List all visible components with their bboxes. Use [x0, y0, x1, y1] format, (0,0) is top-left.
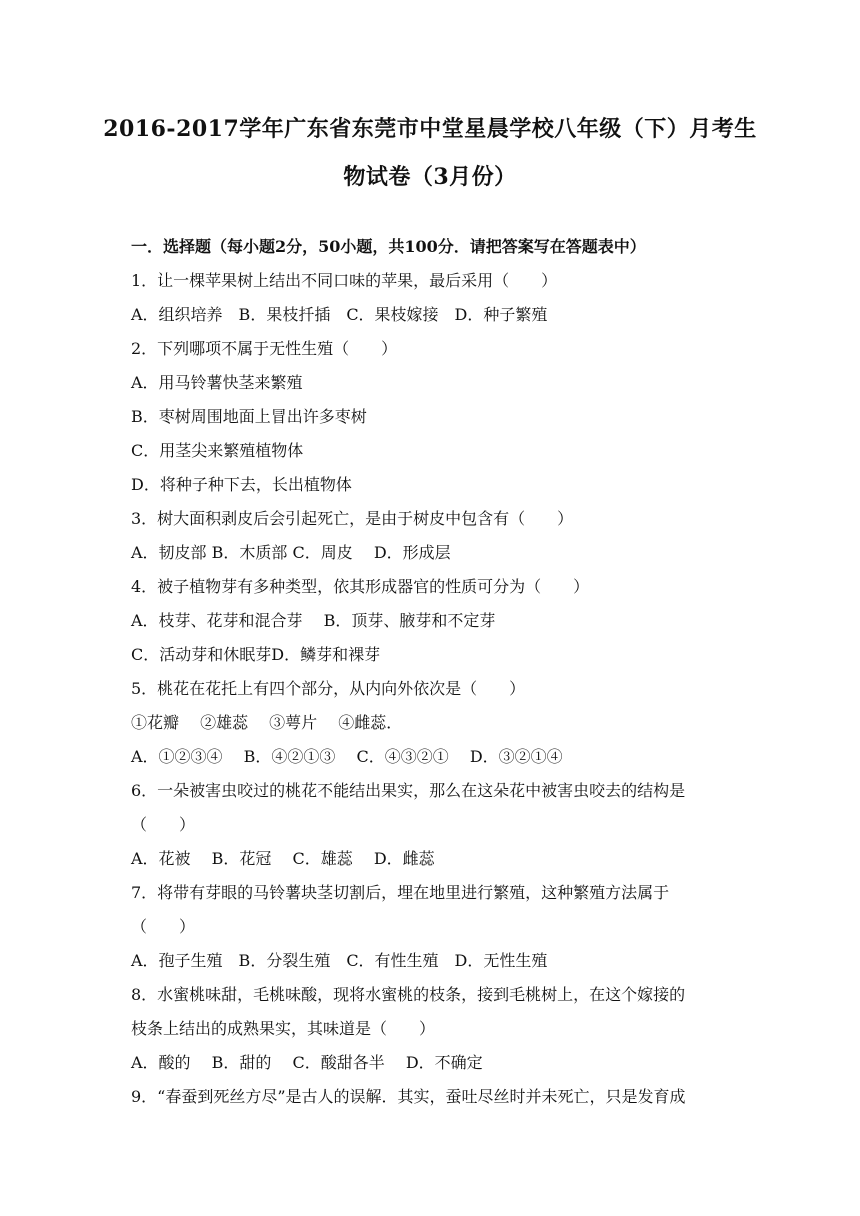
option-line: A．用马铃薯快茎来繁殖 [131, 373, 303, 392]
option-line: D．将种子种下去，长出植物体 [131, 475, 352, 494]
option-line: A．韧皮部 B．木质部 C．周皮 D．形成层 [131, 543, 451, 562]
option-line: A．①②③④ B．④②①③ C．④③②① D．③②①④ [131, 747, 563, 766]
question-line: 2．下列哪项不属于无性生殖（ ） [131, 339, 398, 358]
question-line: （ ） [131, 917, 196, 936]
option-line: B．枣树周围地面上冒出许多枣树 [131, 407, 367, 426]
option-line: A．孢子生殖 B．分裂生殖 C．有性生殖 D．无性生殖 [131, 951, 548, 970]
question-line: 1．让一棵苹果树上结出不同口味的苹果，最后采用（ ） [131, 271, 558, 290]
question-line: 3．树大面积剥皮后会引起死亡，是由于树皮中包含有（ ） [131, 509, 574, 528]
question-line: 8．水蜜桃味甜，毛桃味酸，现将水蜜桃的枝条，接到毛桃树上，在这个嫁接的 [131, 985, 686, 1004]
section-heading: 一．选择题（每小题2分，50小题，共100分．请把答案写在答题表中） [131, 237, 646, 256]
question-line: 5．桃花在花托上有四个部分，从内向外依次是（ ） [131, 679, 526, 698]
title-line-2: 物试卷（3月份） [343, 164, 517, 190]
question-line: 4．被子植物芽有多种类型，依其形成器官的性质可分为（ ） [131, 577, 590, 596]
item-list-line: ①花瓣 ②雄蕊 ③萼片 ④雌蕊． [131, 713, 403, 732]
option-line: A．组织培养 B．果枝扦插 C．果枝嫁接 D．种子繁殖 [131, 305, 548, 324]
option-line: C．活动芽和休眠芽D．鳞芽和裸芽 [131, 645, 381, 664]
title-line-1: 2016-2017学年广东省东莞市中堂星晨学校八年级（下）月考生 [103, 116, 757, 142]
question-line: 7．将带有芽眼的马铃薯块茎切割后，埋在地里进行繁殖，这种繁殖方法属于 [131, 883, 670, 902]
option-line: A．花被 B．花冠 C．雄蕊 D．雌蕊 [131, 849, 435, 868]
question-line: （ ） [131, 815, 196, 834]
question-line: 枝条上结出的成熟果实，其味道是（ ） [131, 1019, 436, 1038]
option-line: C．用茎尖来繁殖植物体 [131, 441, 304, 460]
option-line: A．枝芽、花芽和混合芽 B．顶芽、腋芽和不定芽 [131, 611, 496, 630]
question-line: 6．一朵被害虫咬过的桃花不能结出果实，那么在这朵花中被害虫咬去的结构是 [131, 781, 686, 800]
option-line: A．酸的 B．甜的 C．酸甜各半 D．不确定 [131, 1053, 483, 1072]
question-line: 9．“春蚕到死丝方尽”是古人的误解．其实，蚕吐尽丝时并未死亡，只是发育成 [131, 1087, 686, 1106]
